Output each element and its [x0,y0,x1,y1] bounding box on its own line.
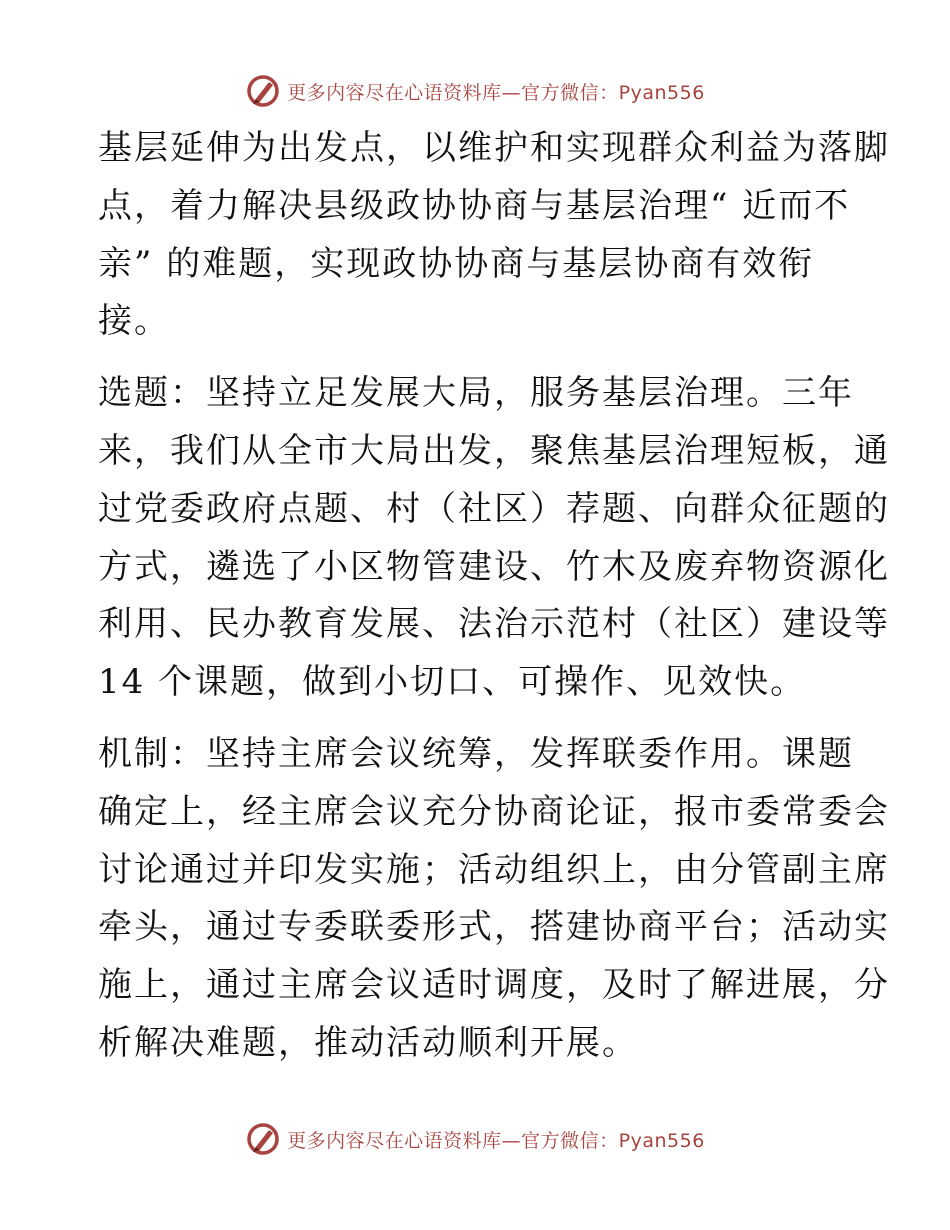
header-banner-text: 更多内容尽在心语资料库—官方微信：Pyan556 [287,81,705,104]
text-line: 利用、民办教育发展、法治示范村（社区）建设等 [98,604,890,645]
text-line: 确定上，经主席会议充分协商论证，报市委常委会 [98,791,890,832]
text-line: 14 个课题，做到小切口、可操作、见效快。 [98,662,807,703]
text-line: 点，着力解决县级政协协商与基层治理“ 近而不 [98,185,851,226]
text-line: 讨论通过并印发实施；活动组织上，由分管副主席 [98,849,890,890]
text-line: 亲” 的难题，实现政协协商与基层协商有效衔 [98,243,815,284]
text-line: 牵头，通过专委联委形式，搭建协商平台；活动实 [98,907,890,948]
text-line: 析解决难题，推动活动顺利开展。 [98,1022,638,1063]
text-line: 机制：坚持主席会议统筹，发挥联委作用。课题 [98,733,854,774]
paragraph-2 [98,365,890,712]
text-line: 来，我们从全市大局出发，聚焦基层治理短板，通 [98,430,890,471]
header-banner [0,69,950,113]
paragraph-3 [98,726,890,1073]
pen-circle-icon [245,73,281,109]
footer-banner-text: 更多内容尽在心语资料库—官方微信：Pyan556 [287,1129,705,1152]
text-line: 方式，遴选了小区物管建设、竹木及废弃物资源化 [98,546,890,587]
text-line: 选题：坚持立足发展大局，服务基层治理。三年 [98,373,854,414]
paragraph-1 [98,120,890,351]
document-body [98,120,890,1073]
pen-circle-icon [245,1121,281,1157]
footer-banner [0,1117,950,1161]
text-line: 施上，通过主席会议适时调度，及时了解进展，分 [98,965,890,1006]
text-line: 过党委政府点题、村（社区）荐题、向群众征题的 [98,488,890,529]
text-line: 接。 [98,301,170,342]
text-line: 基层延伸为出发点，以维护和实现群众利益为落脚 [98,128,890,168]
